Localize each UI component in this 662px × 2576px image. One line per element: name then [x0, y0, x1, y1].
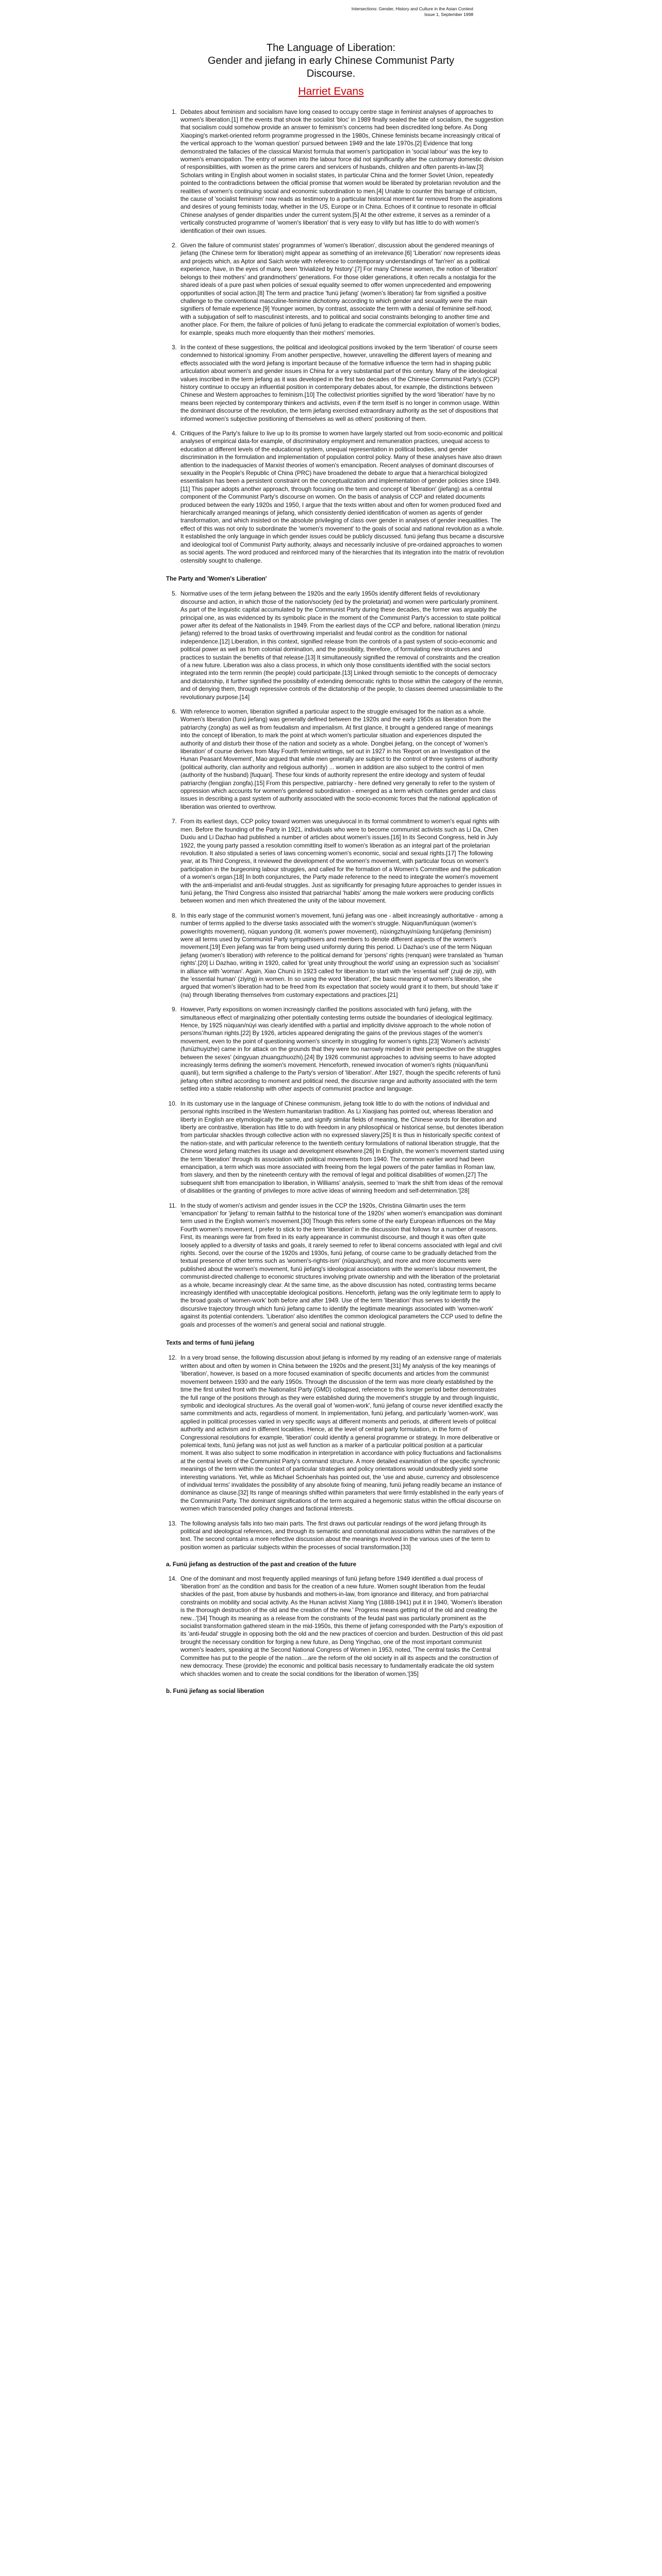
paragraph: 5. Normative uses of the term jiefang between the 1920s and the early 1950s identify different fields of revolutionary discourse and action, in which those of the nation/society (led by the proletariat) and women were particularly prominent. As part of the linguistic capital accumulated by the Communist Party during these decades, the former was arguably the principal one, as was evidenced by its symbolic place in the moment of the Communist Party's accession to state political power after its defeat of the Nationalists in 1949. From the earliest days of the CCP and before, national liberation (minzu jiefang) referred to the broad tasks of overthrowing imperialist and feudal control as the condition for national independence.[12] Liberation, in this context, signified release from the controls of a past system of socio-economic and political power as well as from colonial domination, and the possibility, therefore, of formulating new structures and practices to sustain the benefits of that release.[13] It simultaneously signified the removal of constraints and the creation of a new future. Liberation was also a class process, in which only those constituents identified with the social sectors integrated into the term renmin (the people) could participate.[13] Linked through semiotic to the concepts of democracy and dictatorship, it further signified the possibility of extending democratic rights to those within the category of the renmin, and of denying them, through repressive controls of the dictatorship of the people, to classes deemed unassimilable to the revolutionary purpose.[14] [178, 590, 504, 701]
paragraph-list-terms [166, 1354, 504, 1551]
section-heading-terms: Texts and terms of funü jiefang [166, 1340, 255, 1347]
paragraph: 3. In the context of these suggestions, the political and ideological positions invoked by the term 'liberation' of course seem condemned to historical ignominy. From another perspective, however, unravelling the different layers of meaning and effects associated with the word jiefang is important because of the formative influence the term had in shaping public articulation about women's and gender issues in China for a very substantial part of this century. Many of the ideological values inscribed in the term jiefang as it was developed in the first two decades of the Chinese Communist Party's (CCP) history continue to occupy an influential position in contemporary debates about, for example, the distinctions between Chinese and Western approaches to feminism.[10] The collectivist priorities signified by the word 'liberation' have by no means been rejected by contemporary thinkers and activists, even if the term itself is no longer in common usage. Within the dominant discourse of the revolution, the term jiefang exercised extraordinary authority as the set of dispositions that informed women's subjective positioning of themselves as well as others' positioning of them. [178, 344, 504, 423]
paragraph: 11. In the study of women's activism and gender issues in the CCP the 1920s, Christina Gilmartin uses the term 'emancipation' for 'jiefang' to remain faithful to the historical tone of the 1920s' when women's emancipation was dominant term used in the English women's movement.[30] Though this refers some of the early European influences on the May Fourth women's movement, I prefer to stick to the term 'liberation' in the discussion that follows for a number of reasons. First, its meanings were far from fixed in its early appearance in communist discourse, and though it was often quite loosely applied to a diversity of tasks and goals, it rarely seemed to refer to liberal concerns associated with legal and civil rights. Second, over the course of the 1920s and 1930s, funü jiefang, of course came to be gradually detached from the textual presence of other terms such as 'women's-rights-ism' (nüquanzhuyi), and more and more documents were published about the women's movement, funü jiefang's ideological associations with the women's labour movement, the communist-directed challenge to economic structures involving private ownership and with the liberation of the proletariat as a whole, became increasingly clear. At the same time, as the above discussion has noted, contrasting terms became increasingly identified with unacceptable ideological positions. Henceforth, jiefang was the only legitimate term to apply to the broad goals of 'women-work' both before and after 1949. Use of the term 'liberation' thus serves to identify the discursive trajectory through which funü jiefang came to identify the legitimate meanings associated with 'women-work' against its potential contenders. 'Liberation' also identifies the common ideological parameters the CCP used to define the goals and processes of the women's and general social and national struggle. [178, 1202, 504, 1329]
paragraph: 13. The following analysis falls into two main parts. The first draws out particular readings of the word jiefang through its political and ideological references, and through its semantic and connotational associations within the narratives of the text. The second contains a more reflective discussion about the meanings involved in the various uses of the term to position women as particular subjects within the processes of social transformation.[33] [178, 1520, 504, 1552]
paragraph-list-party [166, 590, 504, 1329]
subsection-heading-a: a. Funü jiefang as destruction of the past and creation of the future [166, 1561, 357, 1568]
paragraph: 2. Given the failure of communist states' programmes of 'women's liberation', discussion about the gendered meanings of jiefang (the Chinese term for liberation) might appear as something of an irrelevance.[6] 'Liberation' now represents ideas and projects which, as Aptor and Saich wrote with reference to contemporary understandings of 'fan'ren' as a political experience, have, in the eyes of many, been 'trivialized by history'.[7] For many Chinese women, the notion of 'liberation' belongs to their mothers' and grandmothers' generations. For those older generations, it often recalls a nostalgia for the shared ideals of a pure past when policies of sexual equality seemed to offer women unprecedented and empowering opportunities of social action.[8] The term and practice 'funü jiefang' (women's liberation) far from signified a positive challenge to the conventional masculine-feminine dichotomy according to which gender and sexuality were the main signifiers of female experience.[9] Younger women, by contrast, associate the term with a denial of feminine self-hood, with a subjugation of self to masculinist interests, and to political and social constraints belonging to another time and another place. For them, the failure of policies of funü jiefang to eradicate the commercial exploitation of women's bodies, for example, speaks much more eloquently than their mothers' memories. [178, 242, 504, 337]
paragraph: 8. In this early stage of the communist women's movement, funü jiefang was one - albeit increasingly authoritative - among a number of terms applied to the diverse tasks associated with the women's struggle. Nüquan/funüquan (women's power/rights movement), nüquan yundong (lit. women's power movement), nüxingzhuyi/nüxing funüjiefang (feminism) were all terms used by Communist Party sympathisers and members to denote different aspects of the women's movement.[19] Even jiefang was far from being used uniformly during this period. Li Dazhao's use of the term Nüquan jiefang (women's liberation) with reference to the political demand for 'persons' rights (renquan) were translated as 'human rights'.[20] Li Dazhao, writing in 1920, called for 'great unity throughout the world' using an expression such as 'socialism' in alliance with 'woman'. Again, Xiao Chunü in 1923 called for liberation to start with the 'essential self' (zuiji de ziji), with the 'essential human' (ziying) in women. In so using the word 'liberation', the basic meaning of women's liberation, she argued that women's liberation had to be freed from its expectation that society would grant it to them, but should 'take it' (na) through liberating themselves from customary expectations and practices.[21] [178, 912, 504, 999]
paragraph: 10. In its customary use in the language of Chinese communism, jiefang took little to do with the notions of individual and personal rights inscribed in the Western humanitarian tradition. As Li Xiaojiang has pointed out, whereas liberation and liberty in English are etymologically the same, and signify similar fields of meaning, the Chinese words for liberation and liberty are contrastive, liberation has little to do with freedom in any philosophical or historical sense, but denotes liberation from particular shackles through collective action with no expressed slavery.[25] It is thus in historically specific context of the nation-state, and with particular reference to the twentieth century formulations of national liberation struggle, that the Chinese word jiefang matches its usage and development elsewhere.[26] In English, the women's movement started using the term 'liberation' through its association with political movements from 1940. The common earlier word had been emancipation, a term which was more associated with freeing from the legal powers of the pater familias in Roman law, from slavery, and then by the nineteenth century with the removal of legal and political disabilities of women.[27] The subsequent shift from emancipation to liberation, in Williams' analysis, seemed to 'mark the shift from ideas of the removal of disabilities or the granting of privileges to more active ideas of winning freedom and self-determination.'[28] [178, 1100, 504, 1195]
title-line-1: The Language of Liberation: [266, 42, 396, 54]
paragraph-list-destruction [166, 1575, 504, 1678]
title-line-2: Gender and jiefang in early Chinese Communist Party [207, 55, 455, 67]
article-title [0, 42, 662, 80]
section-heading-party: The Party and 'Women's Liberation' [166, 575, 267, 582]
article-body [166, 108, 504, 1696]
journal-masthead [0, 0, 662, 17]
author-link[interactable]: Harriet Evans [298, 85, 364, 97]
paragraph: 9. However, Party expositions on women increasingly clarified the positions associated with funü jiefang, with the simultaneous effect of marginalizing other potentially contesting terms outside the boundaries of ideological legitimacy. Hence, by 1925 nüquan/nüyi was clearly identified with a partial and implicitly divisive approach to the whole notion of persons'/human rights.[22] By 1926, articles appeared denigrating the gains of the previous stages of the women's movement, even to the point of questioning women's sincerity in struggling for women's rights.[23] 'Women's activists' (funüzhuyizhe) came in for attack on the grounds that they were too narrowly minded in their perspective on the struggles between the sexes' (xingyuan zhuangzhuozhi).[24] By 1926 communist approaches to advising seems to have adopted increasingly terms defining the women's movement. Henceforth, renewed invocation of women's rights (nüquan/funü quanli), but term signified a challenge to the Party's version of 'liberation'. After 1927, though the specific referents of funü jiefang often shifted according to moment and political need, the discursive range and authority associated with the term settled into a stable relationship with other aspects of communist practice and language. [178, 1006, 504, 1093]
title-line-3: Discourse. [306, 67, 356, 79]
paragraph: 6. With reference to women, liberation signified a particular aspect to the struggle envisaged for the nation as a whole. Women's liberation (funü jiefang) was generally defined between the 1920s and the early 1950s as liberation from the patriarchy (zongfa) as well as from feudalism and imperialism. At first glance, it brought a gendered range of meanings into the concept of liberation, to mark the point at which women's particular situation and experiences disputed the authority of and disturb their those of the nation and society as a whole. Dongbei jiefang, on the concept of 'women's liberation' of course derives from May Fourth feminist writings, set out in 1927 in his 'Report on an Investigation of the Hunan Peasant Movement', Mao argued that while men generally are subject to the control of three systems of authority (political authority, clan authority and religious authority) ... women in addition are also subject to the control of men (authority of the husband) [fuquan]. These four kinds of authority represent the entire ideology and system of feudal patriarchy (fengjian zongfa).[15] From this perspective, patriarchy - here defined very generally to refer to the system of oppression which accounts for women's gendered subordination - emerged as a term which conflates gender and class issues in describing a past system of authority associated with the socio-economic forces that the national application of liberation was oriented to overthrow. [178, 708, 504, 811]
subsection-heading-b: b. Funü jiefang as social liberation [166, 1687, 264, 1694]
masthead-issue: Issue 1, September 1998 [424, 11, 473, 17]
paragraph: 1. Debates about feminism and socialism have long ceased to occupy centre stage in feminist analyses of approaches to women's liberation.[1] If the events that shook the socialist 'bloc' in 1989 finally sealed the fate of socialism, the suggestion that socialism could somehow provide an answer to feminism's concerns had been discredited long before. As Dong Xiaoping's market-oriented reform programme progressed in the 1980s, Chinese feminists became increasingly critical of the vertical approach to the 'woman question' pursued between 1949 and the late 1970s.[2] Evidence that long demonstrated the fallacies of the classical Marxist formula that women's participation in 'social labour' was the key to women's emancipation. The entry of women into the labour force did not significantly alter the customary domestic division of responsibilities, with women as the prime carers and servicers of husbands, children and often parents-in-law.[3] Scholars writing in English about women in socialist states, in particular China and the former Soviet Union, repeatedly pointed to the contradictions between the official promise that women would be liberated by proletarian revolution and the realities of women's continuing social and economic subordination to men.[4] Unable to counter this barrage of criticism, the cause of 'socialist feminism' now reads as testimony to a particular historical moment far removed from the aspirations and desires of young feminists today, whether in the US, Europe or in China. Echoes of it continue to resonate in official Chinese analyses of gender disparities under the current system.[5] At the other extreme, it serves as a reminder of a vertically constructed programme of 'women's liberation' that is very easy to vilify but has little to do with women's identification of their own issues. [178, 108, 504, 235]
paragraph: 14. One of the dominant and most frequently applied meanings of funü jiefang before 1949 identified a dual process of 'liberation from' as the condition and basis for the creation of a new future. Women sought liberation from the feudal shackles of the past, from abuse by husbands and mothers-in-law, from ignorance and illiteracy, and from patriarchal constraints on mobility and social activity. As the Hunan activist Xiang Ying (1888-1941) put it in 1940, 'Women's liberation is the thorough destruction of the old and the creation of the new.' Progress means getting rid of the old and creating the new...'[34] Though its meaning as a release from the constraints of the feudal past was particularly prominent as the socialist transformation gathered steam in the mid-1950s, this theme of jiefang corresponded with the Party's exposition of its 'anti-feudal' struggle in opposing both the old and the new practices of coercion and burden. Destruction of this old past brought the necessary condition for forging a new future, as Deng Yingchao, one of the most important communist women's leaders, speaking at the Second National Congress of Women in 1953, noted, 'The central tasks the Central Committee has put to the people of the nation....are the reform of the old society in all its aspects and the construction of new democracy. These (provide) the economic and political basis necessary to fundamentally eradicate the old system which shackles women and to create the social conditions for the liberation of women.'[35] [178, 1575, 504, 1678]
paragraph: 12. In a very broad sense, the following discussion about jiefang is informed by my reading of an extensive range of materials written about and often by women in China between the 1920s and the present.[31] My analysis of the key meanings of 'liberation', however, is based on a more focused examination of specific documents and articles from the communist movement between 1930 and the early 1950s. Through the discussion of the term was more clearly established by the time the first united front with the Nationalist Party (GMD) collapsed, reference to this longer period better demonstrates the full range of the positions through as they were established during the movement's struggle by and through linguistic, symbolic and ideological structures. As the overall goal of 'women-work', funü jiefang of course never identified exactly the same commitments and acts, regardless of moment. In implementation, funü jiefang, and particularly 'women-work', was applied in political processes varied in very specific ways at different moments and periods, at different levels of political authority and activism and in different localities. Hence, at the level of central party formulation, in the form of Congressional resolutions for example, 'liberation' could identify a general programme or strategy. In more deliberative or polemical texts, funü jiefang was not just as well function as a marker of a particular political position at a particular moment. It was also subject to some modification in interpretation in accordance with policy fluctuations and factionalisms at the central levels of the Communist Party's command structure. A more detailed examination of the specific synchronic meanings of the term within the context of particular strategies and policy orientations would undoubtedly yield some interesting variations. Yet, while as Michael Schoenhals has pointed out, the 'use and abuse, currency and obsolescence of individual terms' invalidates the possibility of any absolute fixing of meaning, funü jiefang readily became an instance of dominance as clause.[32] Its range of meanings shifted within parameters that were firmly established in the early years of the Communist Party. The dominant significations of the term acquired a hegemonic status within the official discourse on women which transcended policy changes and factional interests. [178, 1354, 504, 1513]
masthead-journal-title: Intersections: Gender, History and Culture in the Asian Context [351, 6, 473, 11]
paragraph: 7. From its earliest days, CCP policy toward women was unequivocal in its formal commitment to women's equal rights with men. Before the founding of the Party in 1921, individuals who were to become communist activists such as Li Da, Chen Duxiu and Li Dazhao had published a number of articles about women's issues.[16] In its Second Congress, held in July 1922, the young party passed a resolution committing itself to women's liberation as an integral part of the proletarian revolution. It also stipulated a series of laws concerning women's economic, social and sexual rights.[17] The following year, at its Third Congress, it reviewed the development of the women's movement, with particular focus on women's participation in the burgeoning labour struggles, and called for the formation of a Women's Committee and the publication of a women's organ.[18] In both conjunctures, the Party made reference to the need to integrate the women's movement with the anti-imperialist and anti-feudal struggles. Just as significantly for presaging future approaches to gender issues in funü jiefang, the Third Congress also insisted that patriarchal 'habits' among the male workers were producing conflicts between women and men which threatened the unity of the labour movement. [178, 818, 504, 905]
paragraph: 4. Critiques of the Party's failure to live up to its promise to women have largely started out from socio-economic and political analyses of empirical data-for example, of discriminatory employment and remuneration practices, unequal access to education at different levels of the educational system, unequal representation in political bodies, and gender discrimination in the formulation and implementation of population control policy. Many of these analyses have also drawn attention to the inadequacies of Marxist theories of women's emancipation. Recent analyses of dominant discourses of sexuality in the People's Republic of China (PRC) have broadened the debate to argue that a hierarchical biologized essentialism has been a persistent constraint on the conceptualization and implementation of gender policies since 1949.[11] This paper adopts another approach, through focusing on the term and concept of 'liberation' (jiefang) as a central component of the Communist Party's discourse on women. On the basis of analysis of CCP and related documents produced between the early 1920s and 1950, I argue that the texts written about and often for women produced fixed and hierarchically arranged meanings of jiefang, which consistently denied identification of women as agents of gender transformation, and which insisted on the absolute privileging of class over gender in analyses of gender inequalities. The effect of this was not only to subordinate the 'women's movement' to the goals of social and national revolution as a whole. It established the only language in which gender issues could be publicly discussed. funü jiefang thus became a discursive and ideological tool of Communist Party authority, always and necessarily inclusive of pre-ordained approaches to women as social agents. The word produced and reinforced many of the hierarchies that its integration into the matrix of revolution ostensibly sought to challenge. [178, 430, 504, 565]
paragraph-list-intro [166, 108, 504, 565]
